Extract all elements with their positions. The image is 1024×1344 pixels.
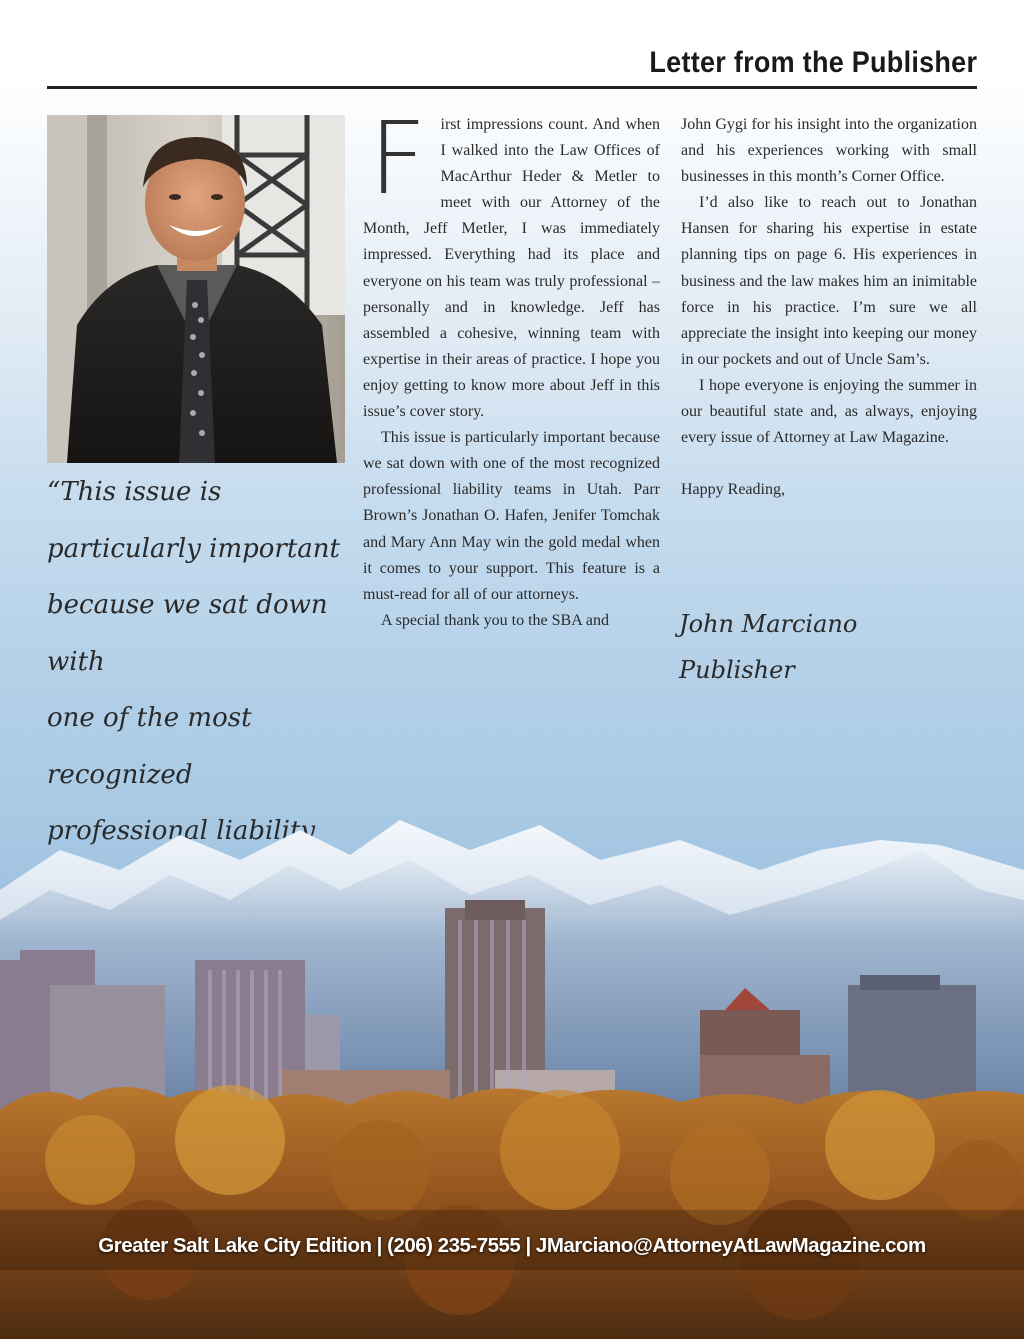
footer-contact: Greater Salt Lake City Edition | (206) 235-7555 | JMarciano@AttorneyAtLawMagazine.com [98,1234,926,1257]
letter-paragraph: irst impressions count. And when I walked into the Law Offices of MacArthur Heder & Metler to meet with our Attorney of the Month, Jeff Metler, I was immediately impressed. Everything had its place and everyone on his team was truly professional – personally and in knowledge. Jeff has assembled a cohesive, winning team with expertise in their areas of practice. I hope you enjoy getting to know more about Jeff in this issue’s cover story. [363,116,660,421]
signoff: Happy Reading, [681,481,785,499]
pull-quote-line: “This issue is [47,477,222,507]
letter-column-1 [363,100,660,634]
page-header-title: Letter from the Publisher [649,46,977,79]
pull-quote-line: one of the most recognized [47,703,252,790]
letter-paragraph: I hope everyone is enjoying the summer in our beautiful state and, as always, enjoying every issue of Attorney at Law Magazine. [681,376,977,447]
letter-paragraph: John Gygi for his insight into the organization and his experiences working with small businesses in this month’s Corner Office. [681,116,977,186]
signature-title: Publisher [679,656,795,684]
letter-paragraph: This issue is particularly important because we sat down with one of the most recognized professional liability teams in Utah. Parr Brown’s Jonathan O. Hafen, Jenifer Tomchak and Mary Ann May win the gold medal when it comes to your support. This feature is a must-read for all of our attorneys. [363,429,660,603]
publisher-photo [47,115,345,463]
pull-quote-line: particularly important [47,533,340,564]
letter-paragraph: I’d also like to reach out to Jonathan Hansen for sharing his expertise in estate planning tips on page 6. His experiences in business and the law makes him an inimitable force in his practice. I’m sure we all appreciate the insight into keeping our money in our pockets and out of Uncle Sam’s. [681,194,977,368]
pull-quote-line: professional liability [47,816,316,846]
signature-name: John Marciano [679,610,858,638]
letter-paragraph: A special thank you to the SBA and [381,611,609,629]
drop-cap: F [369,100,427,217]
pull-quote-line: because we sat down with [47,590,328,677]
letter-column-2 [681,112,977,503]
header-rule [47,86,977,89]
